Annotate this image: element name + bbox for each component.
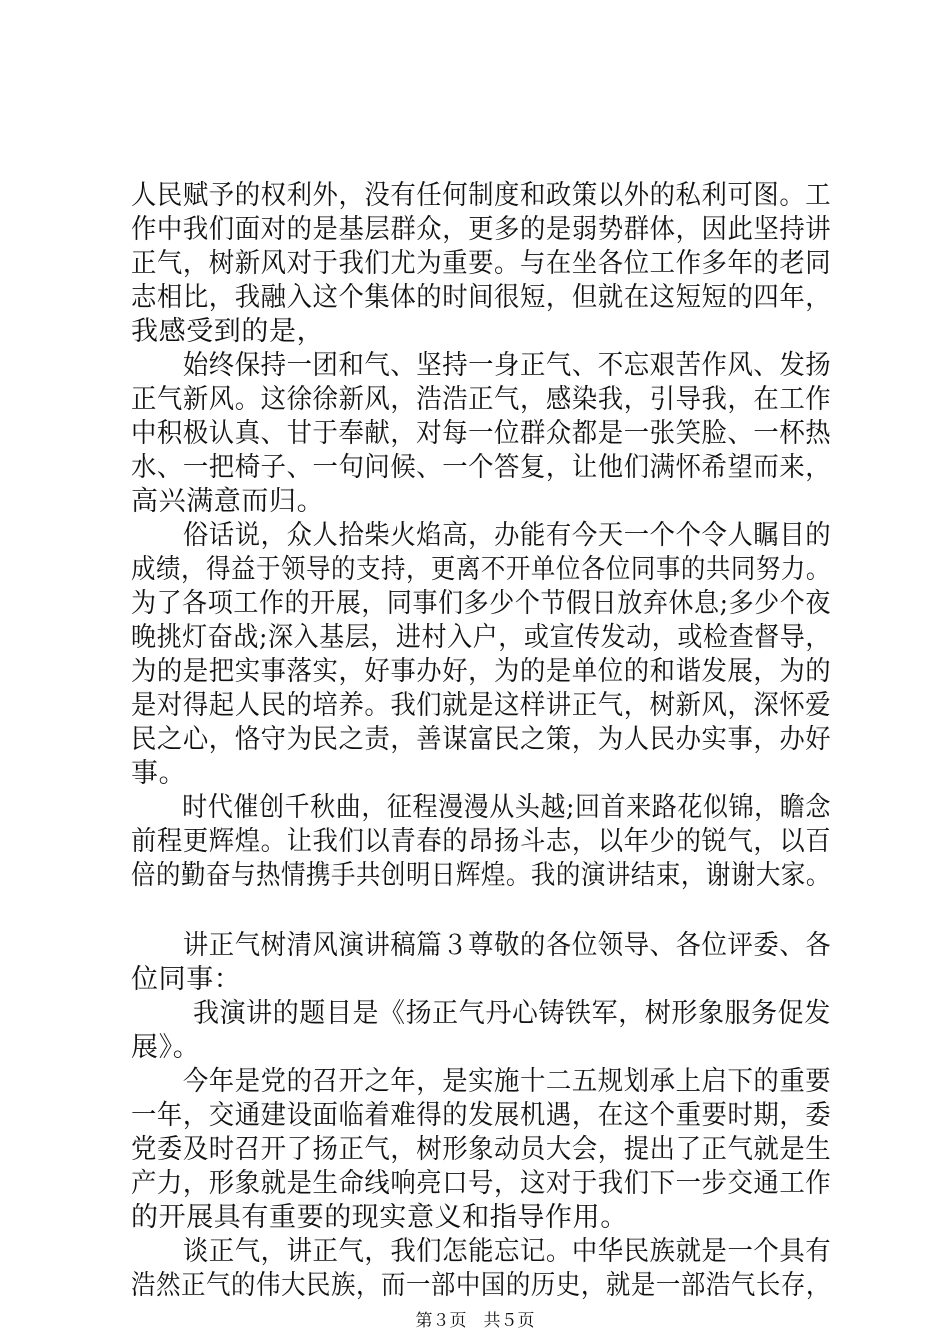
body-text-line: 位同事：: [131, 964, 242, 995]
body-text-line: 我演讲的题目是《扬正气丹心铸铁军，树形象服务促发: [131, 998, 831, 1029]
body-text-line: 浩然正气的伟大民族，而一部中国的历史，就是一部浩气长存，: [131, 1270, 831, 1301]
body-text-line: 水、一把椅子、一句问候、一个答复，让他们满怀希望而来，: [131, 452, 832, 483]
body-text-line: 倍的勤奋与热情携手共创明日辉煌。我的演讲结束，谢谢大家。: [131, 860, 831, 891]
body-text-line: 作中我们面对的是基层群众，更多的是弱势群体，因此坚持讲: [131, 214, 832, 245]
body-text-line: 为的是把实事落实，好事办好，为的是单位的和谐发展，为的: [131, 656, 832, 687]
body-text-line: 党委及时召开了扬正气，树形象动员大会，提出了正气就是生: [131, 1134, 832, 1165]
body-text-line: 产力，形象就是生命线响亮口号，这对于我们下一步交通工作: [131, 1168, 832, 1199]
body-text-line: 正气新风。这徐徐新风，浩浩正气，感染我，引导我，在工作: [131, 384, 832, 415]
body-text-line: 是对得起人民的培养。我们就是这样讲正气，树新风，深怀爱: [131, 690, 832, 721]
body-text-line: 俗话说，众人拾柴火焰高，办能有今天一个个令人瞩目的: [131, 520, 832, 551]
body-text-line: 中积极认真、甘于奉献，对每一位群众都是一张笑脸、一杯热: [131, 418, 832, 449]
body-text-line: 谈正气，讲正气，我们怎能忘记。中华民族就是一个具有: [131, 1236, 832, 1267]
body-text-line: 时代催创千秋曲，征程漫漫从头越;回首来路花似锦，瞻念: [131, 792, 831, 823]
body-text-line: 展》。: [131, 1032, 201, 1063]
body-text-line: 高兴满意而归。: [131, 486, 325, 517]
body-text-line: 前程更辉煌。让我们以青春的昂扬斗志，以年少的锐气，以百: [131, 826, 832, 857]
body-text-line: 一年，交通建设面临着难得的发展机遇，在这个重要时期，委: [131, 1100, 832, 1131]
body-text-line: 人民赋予的权利外，没有任何制度和政策以外的私利可图。工: [131, 180, 832, 211]
body-text-line: 今年是党的召开之年，是实施十二五规划承上启下的重要: [131, 1066, 832, 1097]
body-text-line: 正气，树新风对于我们尤为重要。与在坐各位工作多年的老同: [131, 248, 832, 279]
body-text-line: 成绩，得益于领导的支持，更离不开单位各位同事的共同努力。: [131, 554, 831, 585]
body-text-line: 讲正气树清风演讲稿篇３尊敬的各位领导、各位评委、各: [131, 930, 832, 961]
body-text-line: 始终保持一团和气、坚持一身正气、不忘艰苦作风、发扬: [131, 350, 832, 381]
body-text-line: 志相比，我融入这个集体的时间很短，但就在这短短的四年，: [131, 282, 832, 313]
body-text-line: 我感受到的是，: [131, 316, 325, 347]
body-text-line: 事。: [131, 758, 187, 789]
body-text-line: 晚挑灯奋战;深入基层，进村入户，或宣传发动，或检查督导，: [131, 622, 831, 653]
page-number-footer: 第３页 共５页: [415, 1311, 535, 1331]
body-text-line: 为了各项工作的开展，同事们多少个节假日放弃休息;多少个夜: [131, 588, 831, 619]
body-text-line: 的开展具有重要的现实意义和指导作用。: [131, 1202, 628, 1233]
body-text-line: 民之心，恪守为民之责，善谋富民之策，为人民办实事，办好: [131, 724, 832, 755]
